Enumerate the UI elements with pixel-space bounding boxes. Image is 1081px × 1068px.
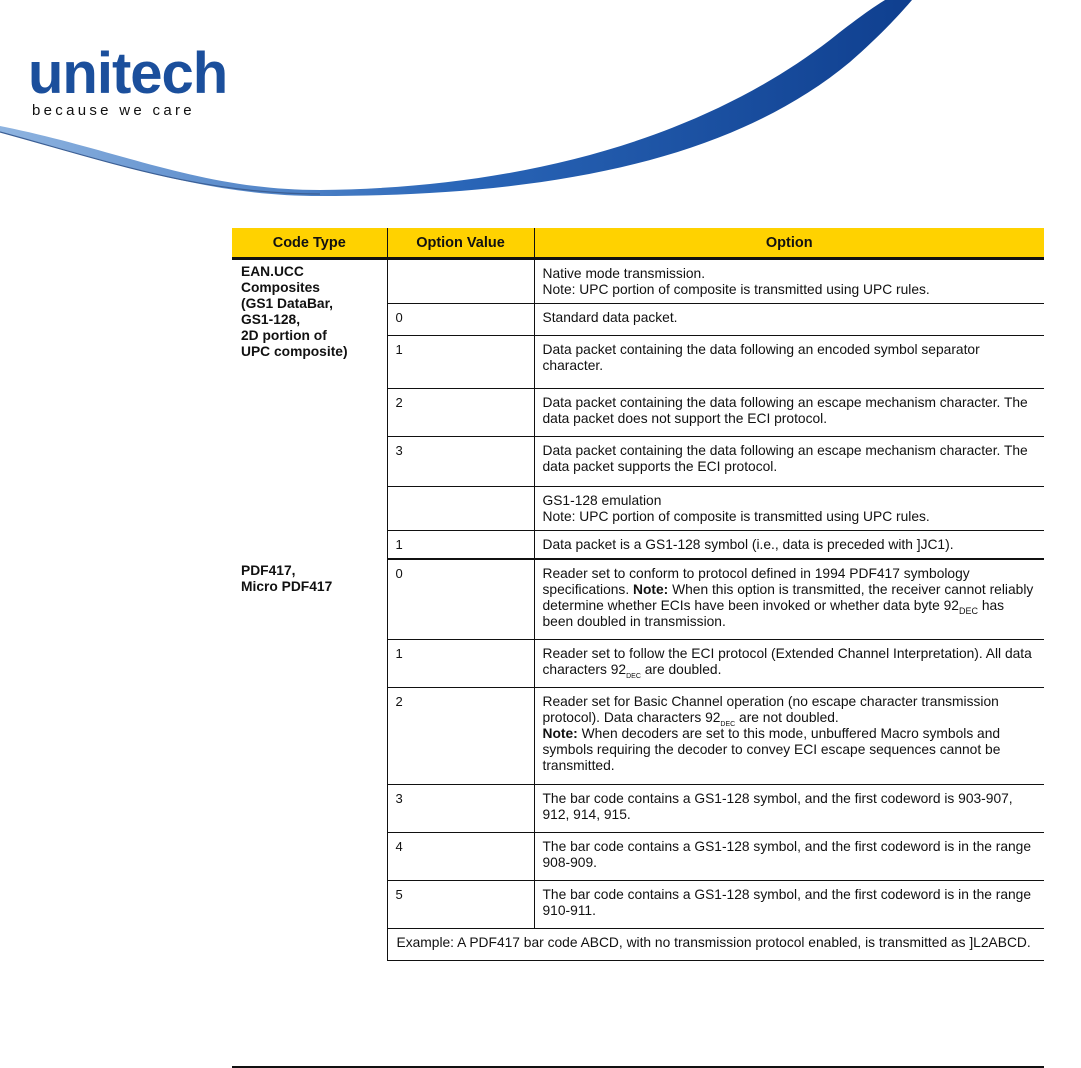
options-table [232,228,1044,961]
note-label: Note: [633,582,669,597]
option-text-part: has been doubled in transmission. [542,598,1005,629]
subscript-dec: DEC [958,605,978,616]
example-text: Example: A PDF417 bar code ABCD, with no transmission protocol enabled, is transmitted as ]L2ABCD. [387,929,1044,961]
option-text: Standard data packet. [534,304,1044,336]
header-code-type: Code Type [232,228,387,259]
table-row [232,559,1044,640]
option-text: Data packet containing the data following an encoded symbol separator character. [534,336,1044,389]
option-text-part: are doubled. [640,662,722,677]
note-label: Note: [542,726,578,741]
subscript-dec: DEC [626,672,641,680]
option-text-part: Reader set to follow the ECI protocol (Extended Channel Interpretation). All data characters 92 [542,646,1032,677]
option-value: 1 [387,336,534,389]
option-text [534,559,1044,640]
option-value: 4 [387,833,534,881]
option-value: 5 [387,881,534,929]
unitech-logo [28,41,228,119]
option-value [387,259,534,304]
table-header-row [232,228,1044,259]
option-text-part: Reader set to conform to protocol defined in 1994 PDF417 symbology specifications. [542,566,970,597]
option-value: 2 [387,688,534,785]
option-value [387,487,534,531]
option-text: GS1-128 emulation Note: UPC portion of composite is transmitted using UPC rules. [534,487,1044,531]
brand-tagline: because we care [32,102,195,119]
option-value: 2 [387,389,534,437]
table-row [232,259,1044,304]
option-text-part: When this option is transmitted, the receiver cannot reliably determine whether ECIs have been invoked or whether data byte 92 [542,582,1034,613]
option-value: 1 [387,640,534,688]
option-value: 0 [387,559,534,640]
option-text-part: When decoders are set to this mode, unbuffered Macro symbols and symbols requiring the decoder to convey ECI escape sequences cannot be transmitted. [542,726,1001,773]
option-value: 1 [387,531,534,560]
option-text: Data packet is a GS1-128 symbol (i.e., data is preceded with ]JC1). [534,531,1044,560]
option-text [534,688,1044,785]
option-text: The bar code contains a GS1-128 symbol, and the first codeword is 903-907, 912, 914, 915. [534,785,1044,833]
option-text: Native mode transmission. Note: UPC portion of composite is transmitted using UPC rules. [534,259,1044,304]
option-value: 3 [387,437,534,487]
option-value: 3 [387,785,534,833]
header-option: Option [534,228,1044,259]
header-option-value: Option Value [387,228,534,259]
code-type-ean-ucc: EAN.UCC Composites (GS1 DataBar, GS1-128, 2D portion of UPC composite) [241,264,348,359]
option-text-part: are not doubled. [735,710,839,725]
option-text: The bar code contains a GS1-128 symbol, and the first codeword is in the range 910-911. [534,881,1044,929]
option-text-part: Reader set for Basic Channel operation (no escape character transmission protocol). Data characters 92 [542,694,999,725]
subscript-dec: DEC [720,720,736,728]
option-text: Data packet containing the data following an escape mechanism character. The data packet does not support the ECI protocol. [534,389,1044,437]
option-value: 0 [387,304,534,336]
option-text [534,640,1044,688]
brand-wordmark: unitech [28,41,228,106]
option-text: Data packet containing the data following an escape mechanism character. The data packet supports the ECI protocol. [534,437,1044,487]
code-type-pdf417: PDF417, Micro PDF417 [241,563,333,594]
option-text: The bar code contains a GS1-128 symbol, and the first codeword is in the range 908-909. [534,833,1044,881]
